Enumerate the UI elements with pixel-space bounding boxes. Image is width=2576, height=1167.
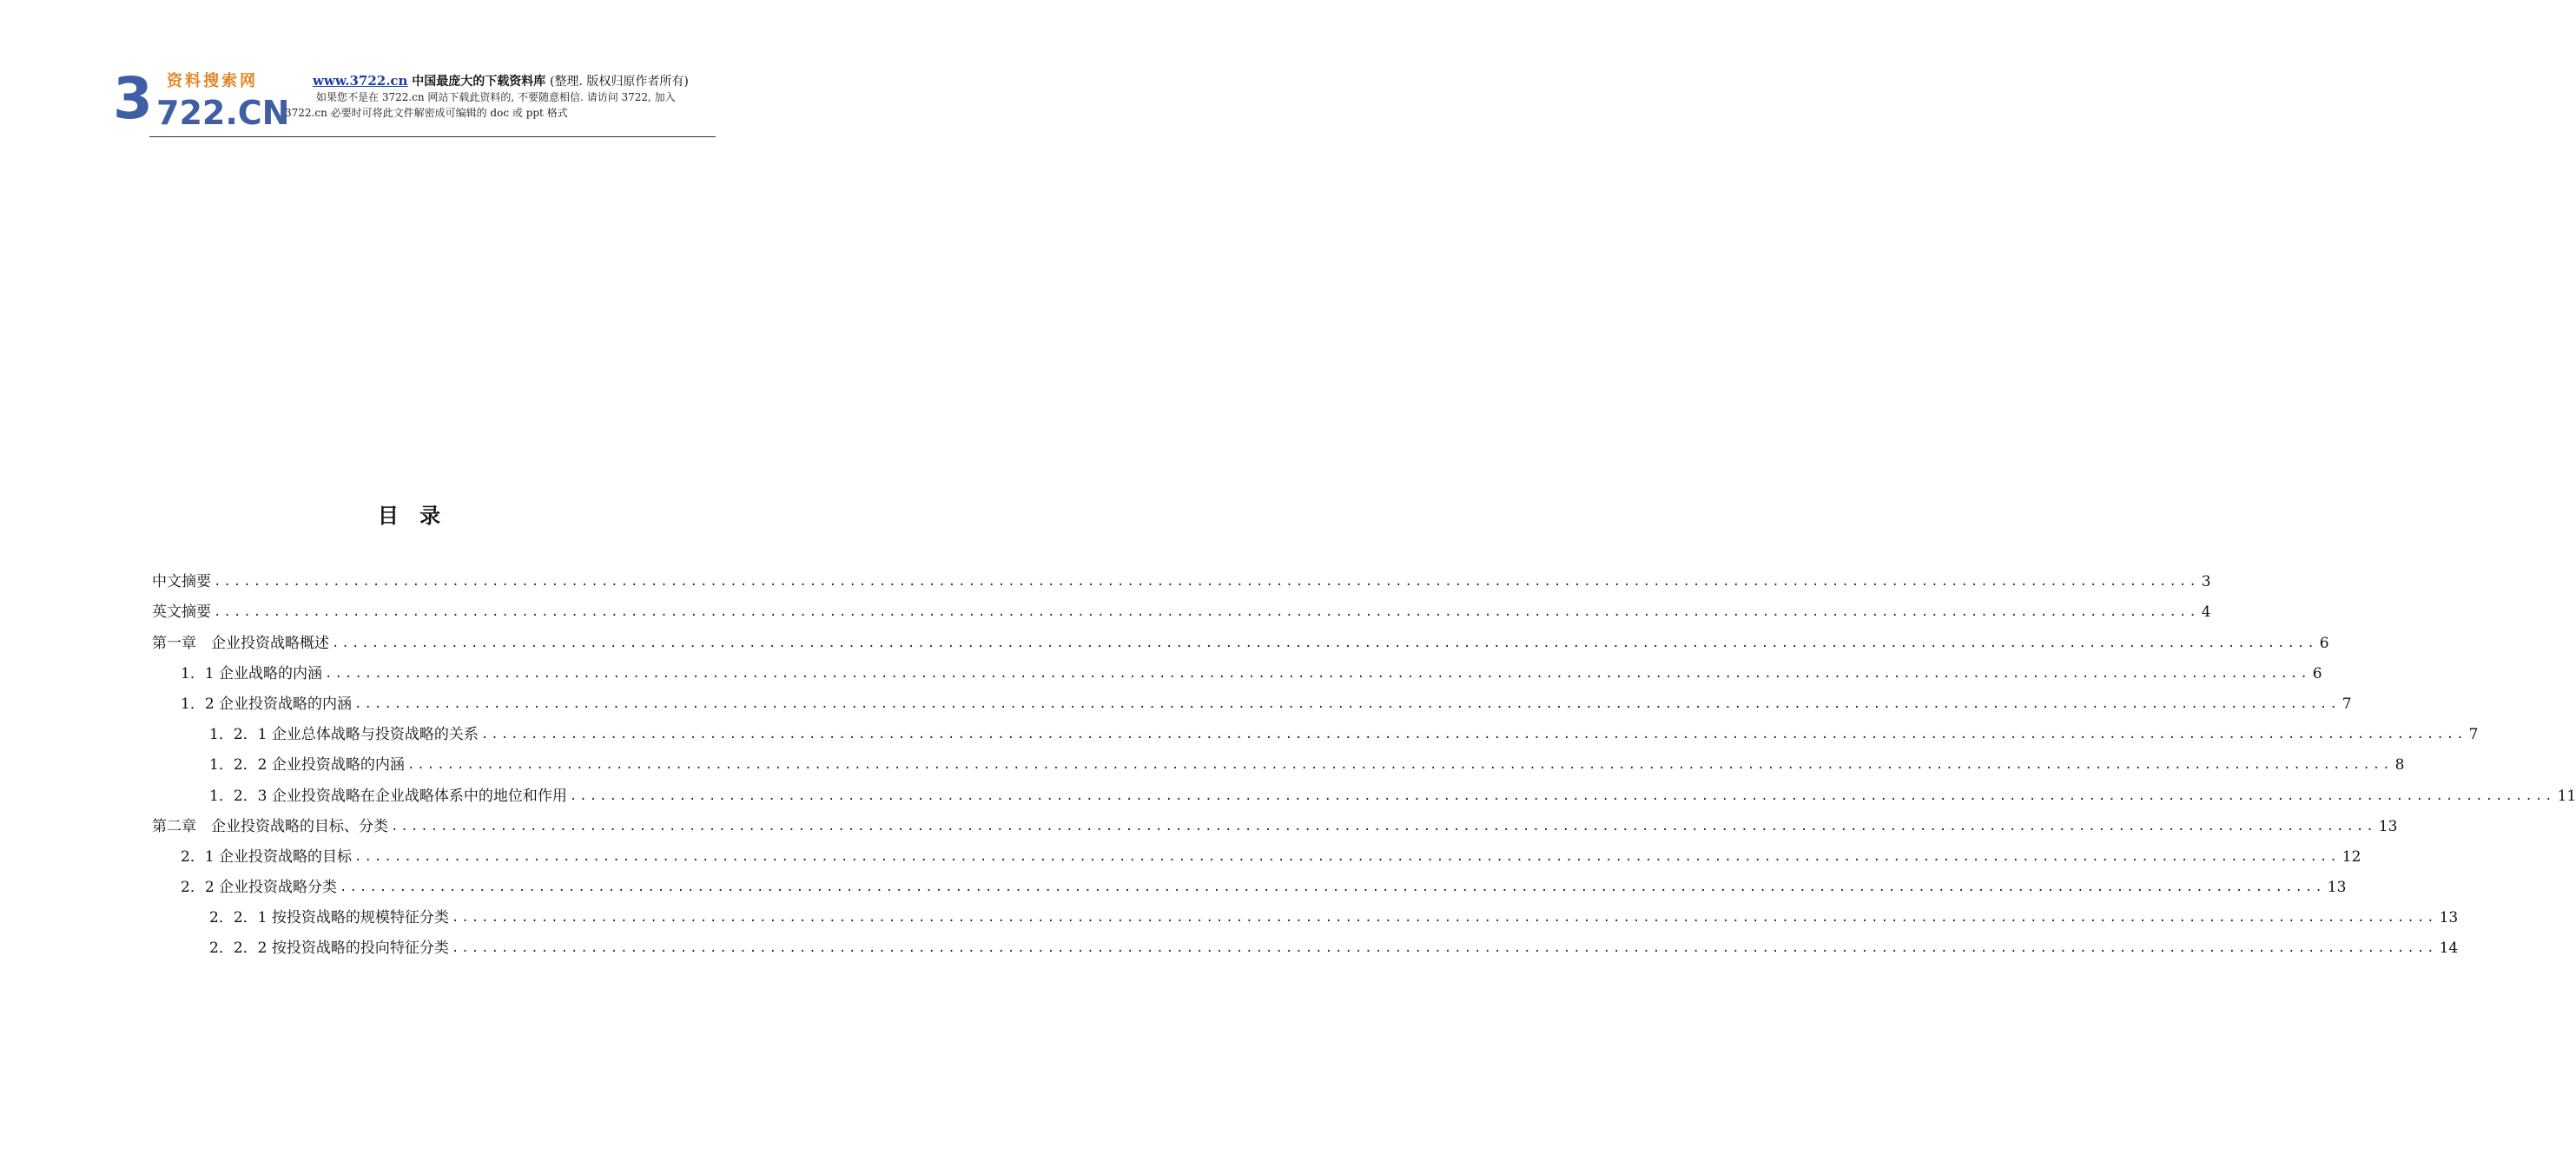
toc-entry[interactable]	[152, 625, 2329, 656]
logo-domain: 722.CN	[156, 94, 290, 132]
toc-entry[interactable]	[152, 656, 2322, 687]
toc-leader-dots: ........................................................................................................................................................................................................	[451, 941, 2437, 956]
toc-entry-page: 13	[2327, 879, 2347, 897]
toc-entry[interactable]	[152, 931, 2459, 961]
toc-leader-dots: ........................................................................................................................................................................................................	[480, 728, 2467, 742]
toc-entry-page: 13	[2439, 909, 2459, 927]
site-link[interactable]: www.3722.cn	[313, 73, 408, 89]
toc-leader-dots: ........................................................................................................................................................................................................	[340, 880, 2325, 895]
notice-line-2: 3722.cn 必要时可将此文件解密成可编辑的 doc 或 ppt 格式	[285, 107, 568, 119]
table-of-contents	[152, 564, 2576, 961]
site-slogan: 中国最庞大的下载资料库	[412, 75, 546, 89]
toc-entry[interactable]	[152, 809, 2398, 840]
toc-entry-page: 7	[2468, 726, 2479, 744]
toc-entry-label: 2．2 企业投资战略分类	[181, 879, 338, 897]
toc-leader-dots: ........................................................................................................................................................................................................	[391, 819, 2376, 834]
toc-entry-page: 7	[2342, 695, 2352, 713]
toc-entry-page: 6	[2319, 634, 2329, 652]
toc-leader-dots: ........................................................................................................................................................................................................	[214, 575, 2199, 590]
toc-title: 目 录	[377, 504, 448, 528]
toc-leader-dots: ........................................................................................................................................................................................................	[451, 911, 2437, 926]
toc-leader-dots: ........................................................................................................................................................................................................	[332, 636, 2317, 650]
toc-entry[interactable]	[152, 870, 2347, 900]
document-header	[113, 65, 721, 141]
site-logo	[113, 65, 290, 132]
notice-line-1: 如果您不是在 3722.cn 网站下载此资料的, 不要随意相信. 请访问 3722, 加入	[316, 91, 676, 103]
toc-leader-dots: ........................................................................................................................................................................................................	[325, 666, 2310, 681]
toc-entry[interactable]	[152, 717, 2479, 748]
toc-entry-page: 4	[2201, 603, 2211, 622]
toc-entry[interactable]	[152, 687, 2352, 717]
toc-entry-label: 1．2 企业投资战略的内涵	[181, 695, 353, 713]
toc-leader-dots: ........................................................................................................................................................................................................	[406, 758, 2393, 773]
toc-entry-label: 2．1 企业投资战略的目标	[181, 847, 353, 866]
toc-entry[interactable]	[152, 900, 2459, 931]
toc-entry-label: 2．2．2 按投资战略的投向特征分类	[209, 940, 449, 958]
logo-number: 3	[113, 65, 151, 132]
toc-entry-page: 11	[2557, 787, 2576, 805]
toc-entry-label: 1．2．1 企业总体战略与投资战略的关系	[209, 726, 479, 744]
toc-entry-label: 2．2．1 按投资战略的规模特征分类	[209, 909, 449, 927]
toc-entry-label: 第一章 企业投资战略概述	[152, 634, 329, 652]
toc-entry-page: 14	[2439, 940, 2459, 958]
toc-entry-label: 1．2．2 企业投资战略的内涵	[209, 756, 405, 775]
toc-entry[interactable]	[152, 778, 2576, 808]
header-divider	[149, 136, 716, 137]
toc-entry-page: 12	[2342, 847, 2361, 866]
toc-entry[interactable]	[152, 595, 2211, 625]
toc-leader-dots: ........................................................................................................................................................................................................	[214, 605, 2199, 620]
rights-note: (整理. 版权归原作者所有)	[550, 75, 689, 89]
toc-entry-page: 13	[2378, 817, 2398, 835]
toc-entry-page: 6	[2312, 664, 2322, 682]
toc-entry[interactable]	[152, 564, 2211, 595]
toc-leader-dots: ........................................................................................................................................................................................................	[354, 849, 2340, 864]
toc-entry-label: 1．1 企业战略的内涵	[181, 664, 323, 682]
toc-leader-dots: ........................................................................................................................................................................................................	[569, 788, 2555, 803]
toc-entry-page: 3	[2201, 573, 2211, 591]
toc-entry-label: 1．2．3 企业投资战略在企业战略体系中的地位和作用	[209, 787, 567, 805]
logo-tagline: 资料搜索网	[167, 72, 258, 90]
toc-entry[interactable]	[152, 840, 2361, 870]
toc-entry-label: 中文摘要	[152, 573, 211, 591]
toc-entry[interactable]	[152, 748, 2405, 778]
toc-entry-page: 8	[2394, 756, 2405, 775]
toc-entry-label: 英文摘要	[152, 603, 211, 622]
header-line-1	[313, 73, 689, 89]
toc-leader-dots: ........................................................................................................................................................................................................	[354, 696, 2340, 711]
toc-entry-label: 第二章 企业投资战略的目标、分类	[152, 817, 388, 835]
